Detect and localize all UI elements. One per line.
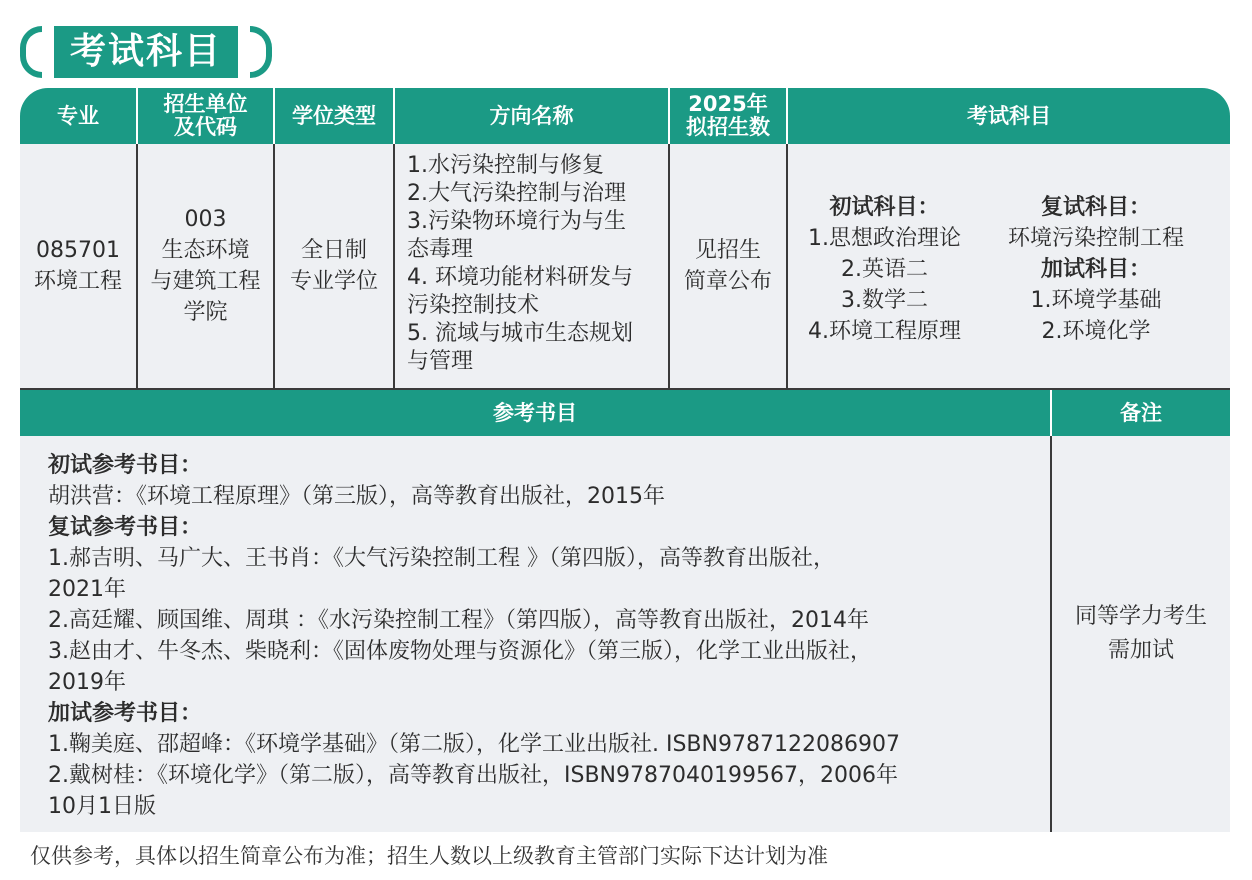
header-degree: 学位类型 <box>275 88 395 144</box>
unit-name-line1: 生态环境 <box>161 238 250 263</box>
list-item: 10月1日版 <box>48 794 156 819</box>
header-refs: 参考书目 <box>20 390 1052 436</box>
header-direction: 方向名称 <box>395 88 670 144</box>
footer-disclaimer: 仅供参考，具体以招生简章公布为准；招生人数以上级教育主管部门实际下达计划为准 <box>30 844 828 868</box>
list-item: 3.污染物环境行为与生 <box>407 209 626 234</box>
list-item: 1.郝吉明、马广大、王书肖：《大气污染控制工程 》（第四版），高等教育出版社， <box>48 546 835 571</box>
list-item: 2.英语二 <box>841 257 928 282</box>
prelim-subjects <box>808 192 961 347</box>
header-exam: 考试科目 <box>967 103 1051 128</box>
table-header-row <box>20 88 1230 144</box>
header-major: 专业 <box>20 88 138 144</box>
refs-header-row <box>20 390 1230 436</box>
list-item: 4.环境工程原理 <box>808 319 961 344</box>
list-item: 2021年 <box>48 577 126 602</box>
list-item: 2.戴树桂：《环境化学》（第二版），高等教育出版社，ISBN9787040199567，2006年 <box>48 763 898 788</box>
cell-unit <box>138 144 275 388</box>
note-cell <box>1052 436 1230 832</box>
major-code: 085701 <box>36 238 120 263</box>
cell-directions <box>395 144 670 388</box>
list-item: 1.思想政治理论 <box>808 226 961 251</box>
section-title: 考试科目 <box>54 26 238 78</box>
list-item: 2.环境化学 <box>1041 319 1151 344</box>
refs-extra-title: 加试参考书目： <box>48 701 203 726</box>
unit-code: 003 <box>184 207 227 232</box>
extra-title: 加试科目： <box>1041 257 1152 282</box>
degree-line2: 专业学位 <box>289 269 378 294</box>
cell-quota <box>670 144 788 388</box>
list-item: 4. 环境功能材料研发与 <box>407 265 633 290</box>
refs-retest-title: 复试参考书目： <box>48 515 203 540</box>
list-item: 1.鞠美庭、邵超峰：《环境学基础》（第二版），化学工业出版社. ISBN9787122086907 <box>48 732 900 757</box>
major-name: 环境工程 <box>33 269 122 294</box>
list-item: 与管理 <box>407 349 474 374</box>
retest-subject: 环境污染控制工程 <box>1008 226 1185 251</box>
list-item: 2.高廷耀、顾国维、周琪 ：《水污染控制工程》（第四版），高等教育出版社，2014年 <box>48 608 869 633</box>
list-item: 胡洪营：《环境工程原理》（第三版），高等教育出版社，2015年 <box>48 484 665 509</box>
right-bracket-decoration <box>250 26 272 78</box>
cell-exam-subjects <box>788 144 1230 388</box>
quota-line2: 简章公布 <box>683 269 772 294</box>
list-item: 3.赵由才、牛冬杰、柴晓利：《固体废物处理与资源化》（第三版），化学工业出版社， <box>48 639 872 664</box>
section-title-badge <box>20 26 272 78</box>
note-line1: 同等学力考生 <box>1074 604 1207 629</box>
quota-line1: 见招生 <box>694 238 761 263</box>
header-unit: 招生单位 及代码 <box>138 88 275 144</box>
unit-name-line3: 学院 <box>183 300 228 325</box>
cell-degree <box>275 144 395 388</box>
list-item: 1.水污染控制与修复 <box>407 153 604 178</box>
list-item: 5. 流域与城市生态规划 <box>407 321 633 346</box>
list-item: 2019年 <box>48 670 126 695</box>
retest-subjects <box>1008 192 1184 347</box>
retest-title: 复试科目： <box>1041 195 1152 220</box>
refs-cell <box>20 436 1052 832</box>
list-item: 污染控制技术 <box>407 293 540 318</box>
header-quota: 2025年 拟招生数 <box>670 88 788 144</box>
list-item: 3.数学二 <box>841 288 928 313</box>
list-item: 态毒理 <box>407 237 474 262</box>
direction-list <box>407 152 633 376</box>
left-bracket-decoration <box>20 26 42 78</box>
refs-row <box>20 436 1230 832</box>
unit-name-line2: 与建筑工程 <box>150 269 261 294</box>
table-row <box>20 144 1230 390</box>
header-note: 备注 <box>1120 401 1162 425</box>
degree-line1: 全日制 <box>300 238 367 263</box>
list-item: 1.环境学基础 <box>1030 288 1162 313</box>
note-line2: 需加试 <box>1107 638 1174 663</box>
prelim-title: 初试科目： <box>829 195 940 220</box>
cell-major <box>20 144 138 388</box>
refs-prelim-title: 初试参考书目： <box>48 453 203 478</box>
list-item: 2.大气污染控制与治理 <box>407 181 626 206</box>
